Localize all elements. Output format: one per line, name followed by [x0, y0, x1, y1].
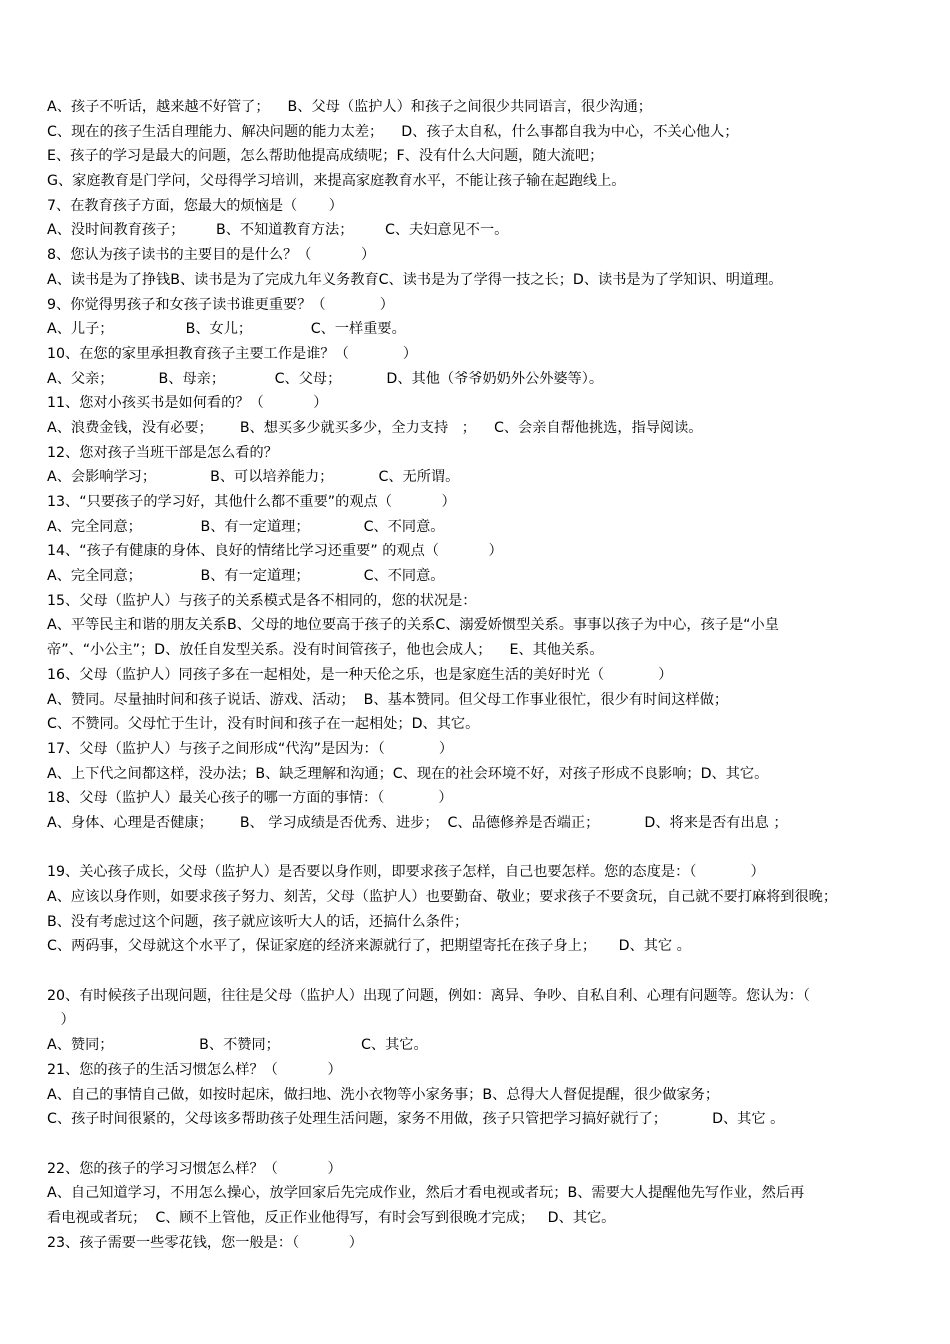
text-line: A、完全同意； B、有一定道理； C、不同意。 [47, 518, 445, 535]
text-line: A、父亲； B、母亲； C、父母； D、其他（爷爷奶奶外公外婆等）。 [47, 370, 604, 387]
text-line: C、两码事，父母就这个水平了，保证家庭的经济来源就行了，把期望寄托在孩子身上； D、其它 。 [47, 938, 691, 955]
text-line: 9、你觉得男孩子和女孩子读书谁更重要？（ ） [47, 296, 394, 313]
text-line: 12、您对孩子当班干部是怎么看的？ [47, 444, 278, 461]
text-line: 15、父母（监护人）与孩子的关系模式是各不相同的，您的状况是： [47, 592, 477, 609]
text-line: 20、有时候孩子出现问题，往往是父母（监护人）出现了问题，例如：离异、争吵、自私自利、心理有问题等。您认为：（ [47, 987, 810, 1004]
text-line: 13、“只要孩子的学习好，其他什么都不重要”的观点（ ） [47, 494, 456, 510]
text-line: A、赞同； B、不赞同； C、其它。 [47, 1037, 428, 1054]
text-line: A、上下代之间都这样，没办法；B、缺乏理解和沟通；C、现在的社会环境不好，对孩子形成不良影响；D、其它。 [47, 765, 769, 782]
text-line: A、自己的事情自己做，如按时起床，做扫地、洗小衣物等小家务事；B、总得大人督促提醒，很少做家务； [47, 1086, 720, 1103]
text-line: 17、父母（监护人）与孩子之间形成“代沟”是因为：（ ） [47, 740, 454, 757]
text-line: 21、您的孩子的生活习惯怎么样？（ ） [47, 1061, 342, 1078]
text-line: 22、您的孩子的学习习惯怎么样？（ ） [47, 1160, 342, 1177]
text-line: 19、关心孩子成长，父母（监护人）是否要以身作则，即要求孩子怎样，自己也要怎样。您的态度是：（ ） [47, 864, 765, 881]
text-line: ） [47, 1012, 75, 1029]
text-line: A、平等民主和谐的朋友关系B、父母的地位要高于孩子的关系C、溺爱娇惯型关系。事事以孩子为中心，孩子是“小皇 [47, 617, 779, 634]
text-line: A、完全同意； B、有一定道理； C、不同意。 [47, 568, 445, 585]
text-line: 16、父母（监护人）同孩子多在一起相处，是一种天伦之乐，也是家庭生活的美好时光（ ） [47, 666, 673, 683]
text-line: G、家庭教育是门学问，父母得学习培训，来提高家庭教育水平，不能让孩子输在起跑线上。 [47, 173, 626, 190]
text-line: A、赞同。尽量抽时间和孩子说话、游戏、活动； B、基本赞同。但父母工作事业很忙，很少有时间这样做； [47, 691, 729, 708]
text-line: 7、在教育孩子方面，您最大的烦恼是（ ） [47, 197, 343, 214]
text-line: 帝”、“小公主”；D、放任自发型关系。没有时间管孩子，他也会成人； E、其他关系。 [47, 642, 604, 659]
text-line: A、应该以身作则，如要求孩子努力、刻苦，父母（监护人）也要勤奋、敬业；要求孩子不要贪玩，自己就不要打麻将到很晚； [47, 889, 838, 905]
text-line: 18、父母（监护人）最关心孩子的哪一方面的事情：（ ） [47, 790, 453, 807]
text-line: C、不赞同。父母忙于生计，没有时间和孩子在一起相处；D、其它。 [47, 716, 480, 733]
blank-line [47, 959, 917, 984]
text-line: 看电视或者玩； C、顾不上管他，反正作业他得写，有时会写到很晚才完成； D、其它。 [47, 1209, 616, 1226]
text-line: 8、您认为孩子读书的主要目的是什么？（ ） [47, 247, 376, 264]
text-line: 11、您对小孩买书是如何看的？（ ） [47, 395, 328, 412]
blank-line [47, 1132, 917, 1157]
text-line: A、自己知道学习，不用怎么操心，放学回家后先完成作业，然后才看电视或者玩；B、需要大人提醒他先写作业，然后再 [47, 1185, 805, 1202]
text-line: A、会影响学习； B、可以培养能力； C、无所谓。 [47, 469, 460, 486]
text-line: 23、孩子需要一些零花钱，您一般是：（ ） [47, 1234, 363, 1251]
text-line: 14、“孩子有健康的身体、良好的情绪比学习还重要” 的观点（ ） [47, 543, 503, 560]
text-line: A、读书是为了挣钱B、读书是为了完成九年义务教育C、读书是为了学得一技之长；D、读书是为了学知识、明道理。 [47, 271, 783, 288]
text-line: C、孩子时间很紧的，父母该多帮助孩子处理生活问题，家务不用做，孩子只管把学习搞好就行了； D、其它 。 [47, 1111, 785, 1128]
text-line: C、现在的孩子生活自理能力、解决问题的能力太差； D、孩子太自私，什么事都自我为中心，不关心他人； [47, 123, 739, 140]
text-line: B、没有考虑过这个问题，孩子就应该听大人的话，还搞什么条件； [47, 913, 469, 930]
text-line: A、孩子不听话，越来越不好管了； B、父母（监护人）和孩子之间很少共同语言，很少沟通； [47, 99, 652, 115]
text-line: A、没时间教育孩子； B、不知道教育方法； C、夫妇意见不一。 [47, 222, 509, 239]
blank-line [47, 836, 917, 861]
text-line: A、浪费金钱，没有必要； B、想买多少就买多少，全力支持 ； C、会亲自帮他挑选，指导阅读。 [47, 419, 703, 436]
text-line: A、儿子； B、女儿； C、一样重要。 [47, 321, 406, 338]
text-line: E、孩子的学习是最大的问题，怎么帮助他提高成绩呢；F、没有什么大问题，随大流吧； [47, 148, 604, 165]
document-body [47, 95, 917, 1255]
text-line: A、身体、心理是否健康； B、 学习成绩是否优秀、进步； C、品德修养是否端正； D、将来是否有出息 ； [47, 814, 788, 831]
text-line: 10、在您的家里承担教育孩子主要工作是谁？（ ） [47, 345, 418, 362]
